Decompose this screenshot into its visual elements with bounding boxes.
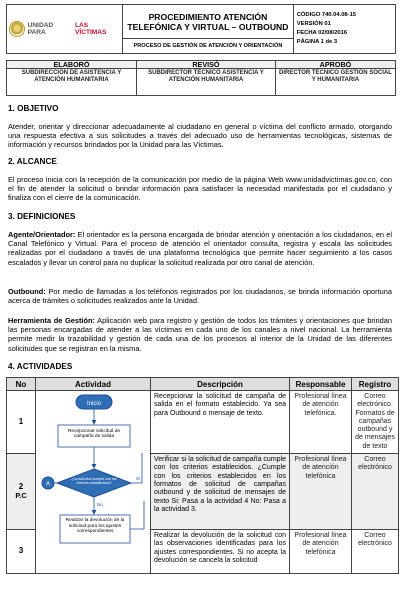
activities-header-row	[7, 378, 399, 391]
definition-outbound-text: Por medio de llamadas a los teléfonos registrados por los ciudadanos, se brinda información oportuna acerca de trámites o solicitudes realizados ante la Unidad.	[8, 287, 392, 306]
activity-number-value: 1	[18, 416, 24, 426]
activity-responsible: Profesional línea de atención telefónica	[290, 454, 352, 530]
col-header-responsable: Responsable	[290, 378, 352, 391]
connector-a-label: A	[45, 481, 51, 488]
activity-description: Verificar si la solicitud de campaña cumple con los criterios establecidos. ¿Cumple con los criterios establecidos en los formatos de solicitud de campañas outbound y de solicitud de mensajes de texto Si: Pasa a la actividad 4 No: Pasa a la actividad 3.	[151, 454, 290, 530]
activities-table	[6, 377, 399, 574]
activity-number-value: 2	[18, 482, 24, 492]
process-name: PROCESO DE GESTIÓN DE ATENCIÓN Y ORIENTACIÓN	[123, 39, 294, 54]
coat-of-arms-icon	[9, 21, 25, 37]
section-definiciones-title: 3. DEFINICIONES	[8, 212, 76, 221]
no-label: No	[97, 502, 103, 507]
logo-text-1: UNIDAD PARA	[27, 22, 54, 36]
flowchart-cell	[36, 391, 151, 574]
section-objetivo-title: 1. OBJETIVO	[8, 104, 59, 113]
document-page-number: PÁGINA 1 de 3	[296, 39, 338, 45]
control-point-label: P.C	[15, 490, 27, 500]
activity-number	[7, 391, 36, 454]
col-header-actividad: Actividad	[36, 378, 151, 391]
signoff-header-aprobo: APROBÓ	[275, 61, 395, 69]
definition-herramienta-text: Aplicación web para registro y gestión de todos los trámites y orientaciones que brindan las personas encargadas de atender a las víctimas en cada uno de los canales a nivel nacional. La herramienta permite medir la trazabilidad y gestión de cada una de los procesos al interior de la Unidad de las diferentes solicitudes que se registran en la misma.	[8, 316, 392, 353]
activity-number	[7, 454, 36, 530]
activity-number-value: 3	[18, 546, 24, 556]
definition-outbound	[8, 287, 392, 305]
step-devolucion-label: Realizar la devolución de la solicitud para los ajustes correspondientes	[65, 518, 125, 535]
document-meta	[293, 5, 395, 54]
start-label: Inicio	[86, 401, 102, 407]
activity-description: Realizar la devolución de la solicitud con las observaciones identificadas para los ajustes correspondientes. Si no acepta la devolución se cancela la solicitud	[151, 530, 290, 574]
col-header-descripcion: Descripción	[151, 378, 290, 391]
activity-record: Correo electrónico. Formatos de campañas outbound y de mensajes de texto	[352, 391, 399, 454]
yes-label: Sí	[136, 476, 141, 481]
signoff-elaboro: SUBDIRECCIÓN DE ASISTENCIA Y ATENCIÓN HUMANITARIA	[7, 69, 137, 96]
signoff-aprobo: DIRECTOR TÉCNICO GESTIÓN SOCIAL Y HUMANITARIA	[275, 69, 395, 96]
activity-description: Recepcionar la solicitud de campaña de salida en el formato establecido. Ya sea para Outbound o mensaje de texto.	[151, 391, 290, 454]
signoff-reviso: SUBDIRECTOR TÉCNICO ASISTENCIA Y ATENCIÓN HUMANITARIA	[136, 69, 275, 96]
process-flowchart	[36, 391, 151, 555]
col-header-no: No	[7, 378, 36, 391]
table-row	[7, 391, 399, 454]
document-header	[6, 4, 396, 54]
activity-record: Correo electrónico	[352, 530, 399, 574]
signoff-header-reviso: REVISÓ	[136, 61, 275, 69]
document-title: PROCEDIMIENTO ATENCIÓN TELEFÓNICA Y VIRTUAL – OUTBOUND	[123, 5, 294, 39]
signoff-header-elaboro: ELABORÓ	[7, 61, 137, 69]
definition-orientador-term: Agente/Orientador:	[8, 230, 76, 239]
signoff-table	[6, 60, 396, 96]
col-header-registro: Registro	[352, 378, 399, 391]
definition-herramienta-term: Herramienta de Gestión:	[8, 316, 95, 325]
logo-cell	[7, 5, 123, 54]
activity-number	[7, 530, 36, 574]
activity-responsible: Profesional línea de atención telefónica.	[290, 391, 352, 454]
step-recepcionar-label: Recepcionar solicitud de campaña de salida	[67, 429, 121, 440]
section-alcance-text: El proceso inicia con la recepción de la comunicación por medio de la página Web www.unidadvictimas.gov.co, con el fin de atender la solicitud o brindar información para satisfacer la necesidad manifestada por el ciudadano y finaliza con el cierre de la comunicación.	[8, 175, 392, 203]
flow-loop-back	[130, 501, 144, 529]
section-objetivo-text: Atender, orientar y direccionar adecuadamente al ciudadano en general o víctima del conflicto armado, otorgando una respuesta efectiva a sus solicitudes a través del adecuado uso de herramientas tecnológicas, sistemas de información y recursos brindados por la Unidad para las Víctimas.	[8, 122, 392, 150]
document-code: CÓDIGO 740.04.08-15	[296, 12, 357, 18]
section-alcance-title: 2. ALCANCE	[8, 157, 57, 166]
definition-orientador	[8, 230, 392, 267]
activity-record: Correo electrónico	[352, 454, 399, 530]
definition-herramienta	[8, 316, 392, 353]
document-version: VERSIÓN 01	[296, 21, 331, 27]
decision-label: ¿La solicitud cumple con los criterios establecidos?	[71, 477, 117, 486]
definition-orientador-text: El orientador es la persona encargada de brindar atención y orientación a los ciudadanos, en el Canal Telefónico y Virtual. Para el proceso de atención el orientador consulta, registra y escala las solicitudes realizadas por el ciudadano a través de una plataforma tecnológica que permite hacer seguimiento a los casos escalados y llevar un control para no duplicar la solicitud realizada por otro canal de atención.	[8, 230, 392, 267]
unidad-victimas-logo	[9, 21, 120, 37]
logo-text-2: LAS VÍCTIMAS	[74, 22, 107, 36]
section-actividades-title: 4. ACTIVIDADES	[8, 362, 73, 371]
definition-outbound-term: Outbound:	[8, 287, 46, 296]
activity-responsible: Profesional línea de atención telefónica	[290, 530, 352, 574]
document-date: FECHA 02/08/2016	[296, 30, 348, 36]
